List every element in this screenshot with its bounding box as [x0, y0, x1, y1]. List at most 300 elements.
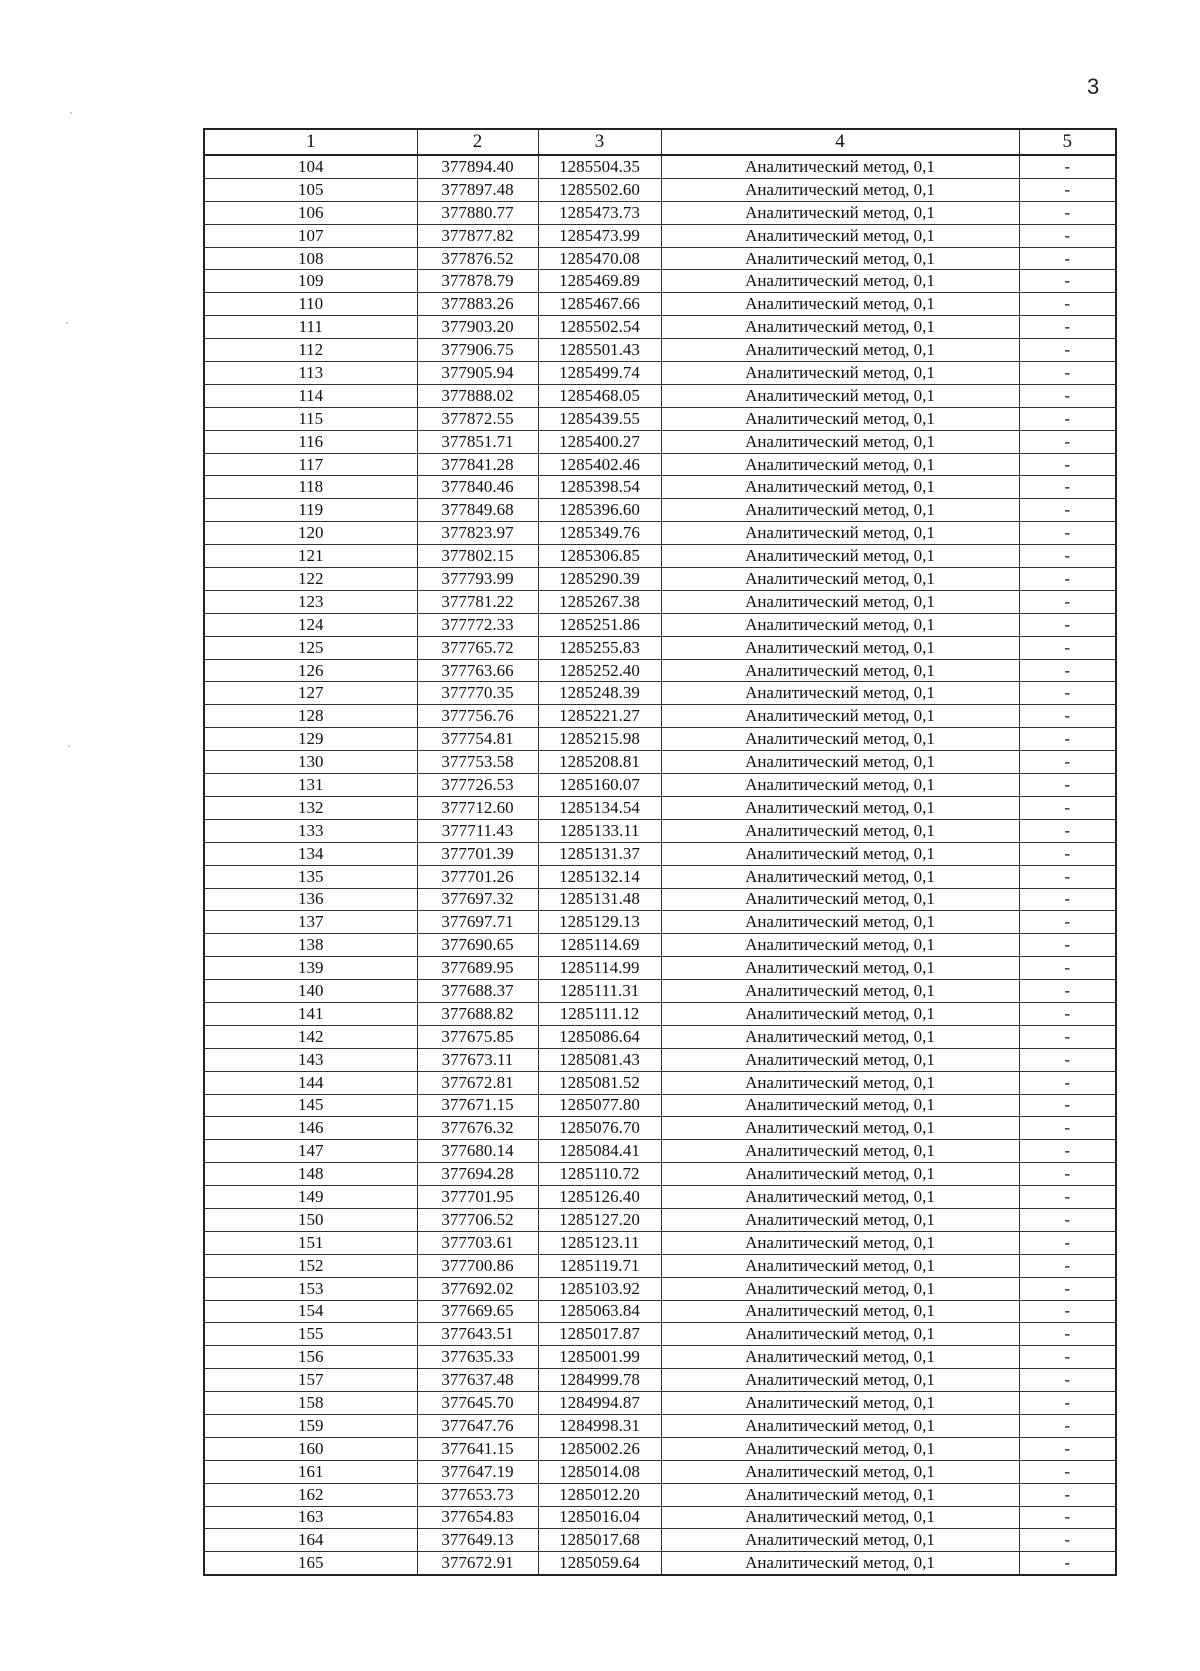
point-number-cell: 110	[204, 293, 417, 316]
y-coordinate-cell: 1285398.54	[538, 476, 661, 499]
point-number-cell: 104	[204, 155, 417, 178]
method-cell: Аналитический метод, 0,1	[661, 224, 1019, 247]
method-cell: Аналитический метод, 0,1	[661, 270, 1019, 293]
method-cell: Аналитический метод, 0,1	[661, 728, 1019, 751]
y-coordinate-cell: 1285469.89	[538, 270, 661, 293]
note-cell: -	[1019, 590, 1116, 613]
x-coordinate-cell: 377647.19	[417, 1460, 538, 1483]
point-number-cell: 156	[204, 1346, 417, 1369]
note-cell: -	[1019, 1277, 1116, 1300]
table-row	[204, 316, 1116, 339]
point-number-cell: 105	[204, 178, 417, 201]
note-cell: -	[1019, 1208, 1116, 1231]
note-cell: -	[1019, 339, 1116, 362]
table-row	[204, 819, 1116, 842]
table-row	[204, 957, 1116, 980]
x-coordinate-cell: 377754.81	[417, 728, 538, 751]
method-cell: Аналитический метод, 0,1	[661, 1002, 1019, 1025]
method-cell: Аналитический метод, 0,1	[661, 1552, 1019, 1575]
table-row	[204, 774, 1116, 797]
method-cell: Аналитический метод, 0,1	[661, 247, 1019, 270]
y-coordinate-cell: 1285499.74	[538, 362, 661, 385]
method-cell: Аналитический метод, 0,1	[661, 1300, 1019, 1323]
x-coordinate-cell: 377700.86	[417, 1254, 538, 1277]
x-coordinate-cell: 377637.48	[417, 1369, 538, 1392]
method-cell: Аналитический метод, 0,1	[661, 407, 1019, 430]
y-coordinate-cell: 1285248.39	[538, 682, 661, 705]
x-coordinate-cell: 377756.76	[417, 705, 538, 728]
y-coordinate-cell: 1285127.20	[538, 1208, 661, 1231]
table-row	[204, 796, 1116, 819]
table-row	[204, 1048, 1116, 1071]
y-coordinate-cell: 1285502.54	[538, 316, 661, 339]
y-coordinate-cell: 1285252.40	[538, 659, 661, 682]
point-number-cell: 155	[204, 1323, 417, 1346]
x-coordinate-cell: 377647.76	[417, 1414, 538, 1437]
note-cell: -	[1019, 1025, 1116, 1048]
x-coordinate-cell: 377878.79	[417, 270, 538, 293]
table-row	[204, 1483, 1116, 1506]
y-coordinate-cell: 1285059.64	[538, 1552, 661, 1575]
x-coordinate-cell: 377688.82	[417, 1002, 538, 1025]
y-coordinate-cell: 1285132.14	[538, 865, 661, 888]
table-row	[204, 613, 1116, 636]
x-coordinate-cell: 377712.60	[417, 796, 538, 819]
table-row	[204, 1163, 1116, 1186]
x-coordinate-cell: 377645.70	[417, 1392, 538, 1415]
method-cell: Аналитический метод, 0,1	[661, 1483, 1019, 1506]
point-number-cell: 158	[204, 1392, 417, 1415]
x-coordinate-cell: 377906.75	[417, 339, 538, 362]
note-cell: -	[1019, 842, 1116, 865]
x-coordinate-cell: 377841.28	[417, 453, 538, 476]
point-number-cell: 162	[204, 1483, 417, 1506]
x-coordinate-cell: 377694.28	[417, 1163, 538, 1186]
y-coordinate-cell: 1284998.31	[538, 1414, 661, 1437]
coordinates-table-wrapper	[203, 128, 1115, 1576]
x-coordinate-cell: 377849.68	[417, 499, 538, 522]
point-number-cell: 144	[204, 1071, 417, 1094]
method-cell: Аналитический метод, 0,1	[661, 1186, 1019, 1209]
table-row	[204, 1369, 1116, 1392]
table-row	[204, 1094, 1116, 1117]
method-cell: Аналитический метод, 0,1	[661, 1392, 1019, 1415]
point-number-cell: 159	[204, 1414, 417, 1437]
column-header-1: 1	[204, 129, 417, 155]
point-number-cell: 115	[204, 407, 417, 430]
note-cell: -	[1019, 476, 1116, 499]
note-cell: -	[1019, 659, 1116, 682]
y-coordinate-cell: 1285111.31	[538, 980, 661, 1003]
method-cell: Аналитический метод, 0,1	[661, 1094, 1019, 1117]
table-row	[204, 270, 1116, 293]
point-number-cell: 140	[204, 980, 417, 1003]
point-number-cell: 134	[204, 842, 417, 865]
point-number-cell: 125	[204, 636, 417, 659]
y-coordinate-cell: 1285468.05	[538, 384, 661, 407]
x-coordinate-cell: 377688.37	[417, 980, 538, 1003]
x-coordinate-cell: 377772.33	[417, 613, 538, 636]
y-coordinate-cell: 1285081.43	[538, 1048, 661, 1071]
note-cell: -	[1019, 980, 1116, 1003]
note-cell: -	[1019, 1552, 1116, 1575]
point-number-cell: 143	[204, 1048, 417, 1071]
point-number-cell: 163	[204, 1506, 417, 1529]
point-number-cell: 145	[204, 1094, 417, 1117]
y-coordinate-cell: 1285119.71	[538, 1254, 661, 1277]
note-cell: -	[1019, 362, 1116, 385]
note-cell: -	[1019, 1186, 1116, 1209]
method-cell: Аналитический метод, 0,1	[661, 1529, 1019, 1552]
note-cell: -	[1019, 957, 1116, 980]
table-row	[204, 545, 1116, 568]
table-row	[204, 1346, 1116, 1369]
method-cell: Аналитический метод, 0,1	[661, 1460, 1019, 1483]
note-cell: -	[1019, 1483, 1116, 1506]
x-coordinate-cell: 377641.15	[417, 1437, 538, 1460]
point-number-cell: 119	[204, 499, 417, 522]
x-coordinate-cell: 377635.33	[417, 1346, 538, 1369]
note-cell: -	[1019, 1460, 1116, 1483]
table-row	[204, 682, 1116, 705]
table-row	[204, 1071, 1116, 1094]
point-number-cell: 157	[204, 1369, 417, 1392]
page-number: 3	[1087, 74, 1100, 99]
x-coordinate-cell: 377763.66	[417, 659, 538, 682]
scan-speck	[66, 322, 68, 324]
note-cell: -	[1019, 1048, 1116, 1071]
method-cell: Аналитический метод, 0,1	[661, 1208, 1019, 1231]
note-cell: -	[1019, 1254, 1116, 1277]
x-coordinate-cell: 377883.26	[417, 293, 538, 316]
method-cell: Аналитический метод, 0,1	[661, 201, 1019, 224]
y-coordinate-cell: 1285084.41	[538, 1140, 661, 1163]
note-cell: -	[1019, 545, 1116, 568]
table-row	[204, 659, 1116, 682]
note-cell: -	[1019, 934, 1116, 957]
table-row	[204, 1392, 1116, 1415]
table-row	[204, 430, 1116, 453]
note-cell: -	[1019, 316, 1116, 339]
column-header-4: 4	[661, 129, 1019, 155]
point-number-cell: 133	[204, 819, 417, 842]
table-row	[204, 384, 1116, 407]
y-coordinate-cell: 1285267.38	[538, 590, 661, 613]
x-coordinate-cell: 377888.02	[417, 384, 538, 407]
table-row	[204, 476, 1116, 499]
point-number-cell: 109	[204, 270, 417, 293]
note-cell: -	[1019, 155, 1116, 178]
x-coordinate-cell: 377649.13	[417, 1529, 538, 1552]
y-coordinate-cell: 1285017.87	[538, 1323, 661, 1346]
point-number-cell: 151	[204, 1231, 417, 1254]
y-coordinate-cell: 1285002.26	[538, 1437, 661, 1460]
point-number-cell: 131	[204, 774, 417, 797]
table-row	[204, 1552, 1116, 1575]
y-coordinate-cell: 1285215.98	[538, 728, 661, 751]
x-coordinate-cell: 377697.32	[417, 888, 538, 911]
method-cell: Аналитический метод, 0,1	[661, 705, 1019, 728]
note-cell: -	[1019, 705, 1116, 728]
point-number-cell: 132	[204, 796, 417, 819]
point-number-cell: 142	[204, 1025, 417, 1048]
y-coordinate-cell: 1285086.64	[538, 1025, 661, 1048]
method-cell: Аналитический метод, 0,1	[661, 453, 1019, 476]
point-number-cell: 146	[204, 1117, 417, 1140]
point-number-cell: 161	[204, 1460, 417, 1483]
note-cell: -	[1019, 1117, 1116, 1140]
y-coordinate-cell: 1285131.48	[538, 888, 661, 911]
point-number-cell: 150	[204, 1208, 417, 1231]
method-cell: Аналитический метод, 0,1	[661, 1048, 1019, 1071]
x-coordinate-cell: 377903.20	[417, 316, 538, 339]
table-row	[204, 1002, 1116, 1025]
note-cell: -	[1019, 819, 1116, 842]
note-cell: -	[1019, 682, 1116, 705]
method-cell: Аналитический метод, 0,1	[661, 751, 1019, 774]
point-number-cell: 117	[204, 453, 417, 476]
point-number-cell: 164	[204, 1529, 417, 1552]
x-coordinate-cell: 377894.40	[417, 155, 538, 178]
note-cell: -	[1019, 522, 1116, 545]
table-row	[204, 407, 1116, 430]
method-cell: Аналитический метод, 0,1	[661, 1277, 1019, 1300]
x-coordinate-cell: 377676.32	[417, 1117, 538, 1140]
point-number-cell: 138	[204, 934, 417, 957]
note-cell: -	[1019, 796, 1116, 819]
note-cell: -	[1019, 499, 1116, 522]
method-cell: Аналитический метод, 0,1	[661, 1506, 1019, 1529]
table-row	[204, 1140, 1116, 1163]
table-row	[204, 1186, 1116, 1209]
table-row	[204, 1208, 1116, 1231]
method-cell: Аналитический метод, 0,1	[661, 1071, 1019, 1094]
point-number-cell: 147	[204, 1140, 417, 1163]
x-coordinate-cell: 377872.55	[417, 407, 538, 430]
note-cell: -	[1019, 1323, 1116, 1346]
method-cell: Аналитический метод, 0,1	[661, 362, 1019, 385]
method-cell: Аналитический метод, 0,1	[661, 659, 1019, 682]
point-number-cell: 129	[204, 728, 417, 751]
y-coordinate-cell: 1285012.20	[538, 1483, 661, 1506]
y-coordinate-cell: 1285126.40	[538, 1186, 661, 1209]
method-cell: Аналитический метод, 0,1	[661, 774, 1019, 797]
point-number-cell: 112	[204, 339, 417, 362]
y-coordinate-cell: 1285439.55	[538, 407, 661, 430]
point-number-cell: 153	[204, 1277, 417, 1300]
y-coordinate-cell: 1284999.78	[538, 1369, 661, 1392]
method-cell: Аналитический метод, 0,1	[661, 865, 1019, 888]
y-coordinate-cell: 1285306.85	[538, 545, 661, 568]
method-cell: Аналитический метод, 0,1	[661, 819, 1019, 842]
x-coordinate-cell: 377781.22	[417, 590, 538, 613]
table-row	[204, 1300, 1116, 1323]
method-cell: Аналитический метод, 0,1	[661, 476, 1019, 499]
y-coordinate-cell: 1285473.99	[538, 224, 661, 247]
note-cell: -	[1019, 728, 1116, 751]
point-number-cell: 165	[204, 1552, 417, 1575]
method-cell: Аналитический метод, 0,1	[661, 522, 1019, 545]
y-coordinate-cell: 1285473.73	[538, 201, 661, 224]
y-coordinate-cell: 1285077.80	[538, 1094, 661, 1117]
y-coordinate-cell: 1285504.35	[538, 155, 661, 178]
x-coordinate-cell: 377701.39	[417, 842, 538, 865]
method-cell: Аналитический метод, 0,1	[661, 1369, 1019, 1392]
point-number-cell: 116	[204, 430, 417, 453]
x-coordinate-cell: 377692.02	[417, 1277, 538, 1300]
point-number-cell: 128	[204, 705, 417, 728]
column-header-2: 2	[417, 129, 538, 155]
y-coordinate-cell: 1285396.60	[538, 499, 661, 522]
method-cell: Аналитический метод, 0,1	[661, 842, 1019, 865]
note-cell: -	[1019, 1094, 1116, 1117]
x-coordinate-cell: 377701.26	[417, 865, 538, 888]
y-coordinate-cell: 1285111.12	[538, 1002, 661, 1025]
point-number-cell: 113	[204, 362, 417, 385]
x-coordinate-cell: 377643.51	[417, 1323, 538, 1346]
note-cell: -	[1019, 270, 1116, 293]
x-coordinate-cell: 377654.83	[417, 1506, 538, 1529]
y-coordinate-cell: 1285502.60	[538, 178, 661, 201]
point-number-cell: 126	[204, 659, 417, 682]
x-coordinate-cell: 377897.48	[417, 178, 538, 201]
method-cell: Аналитический метод, 0,1	[661, 568, 1019, 591]
method-cell: Аналитический метод, 0,1	[661, 888, 1019, 911]
note-cell: -	[1019, 568, 1116, 591]
table-header-row	[204, 129, 1116, 155]
table-row	[204, 522, 1116, 545]
note-cell: -	[1019, 407, 1116, 430]
note-cell: -	[1019, 1369, 1116, 1392]
y-coordinate-cell: 1285349.76	[538, 522, 661, 545]
method-cell: Аналитический метод, 0,1	[661, 1025, 1019, 1048]
scan-speck	[70, 112, 72, 114]
note-cell: -	[1019, 1300, 1116, 1323]
point-number-cell: 107	[204, 224, 417, 247]
method-cell: Аналитический метод, 0,1	[661, 911, 1019, 934]
method-cell: Аналитический метод, 0,1	[661, 980, 1019, 1003]
method-cell: Аналитический метод, 0,1	[661, 1346, 1019, 1369]
x-coordinate-cell: 377802.15	[417, 545, 538, 568]
table-row	[204, 1323, 1116, 1346]
table-row	[204, 980, 1116, 1003]
note-cell: -	[1019, 865, 1116, 888]
note-cell: -	[1019, 1140, 1116, 1163]
y-coordinate-cell: 1285255.83	[538, 636, 661, 659]
point-number-cell: 118	[204, 476, 417, 499]
note-cell: -	[1019, 178, 1116, 201]
point-number-cell: 130	[204, 751, 417, 774]
x-coordinate-cell: 377672.91	[417, 1552, 538, 1575]
y-coordinate-cell: 1285016.04	[538, 1506, 661, 1529]
table-row	[204, 1117, 1116, 1140]
point-number-cell: 141	[204, 1002, 417, 1025]
method-cell: Аналитический метод, 0,1	[661, 1414, 1019, 1437]
point-number-cell: 137	[204, 911, 417, 934]
table-row	[204, 1460, 1116, 1483]
point-number-cell: 124	[204, 613, 417, 636]
table-row	[204, 934, 1116, 957]
y-coordinate-cell: 1285014.08	[538, 1460, 661, 1483]
y-coordinate-cell: 1285131.37	[538, 842, 661, 865]
note-cell: -	[1019, 1163, 1116, 1186]
table-row	[204, 1025, 1116, 1048]
y-coordinate-cell: 1285221.27	[538, 705, 661, 728]
table-row	[204, 705, 1116, 728]
table-row	[204, 911, 1116, 934]
x-coordinate-cell: 377905.94	[417, 362, 538, 385]
note-cell: -	[1019, 1071, 1116, 1094]
x-coordinate-cell: 377880.77	[417, 201, 538, 224]
table-row	[204, 453, 1116, 476]
x-coordinate-cell: 377701.95	[417, 1186, 538, 1209]
x-coordinate-cell: 377653.73	[417, 1483, 538, 1506]
point-number-cell: 148	[204, 1163, 417, 1186]
note-cell: -	[1019, 911, 1116, 934]
table-body	[204, 155, 1116, 1575]
method-cell: Аналитический метод, 0,1	[661, 293, 1019, 316]
point-number-cell: 154	[204, 1300, 417, 1323]
table-row	[204, 1437, 1116, 1460]
table-row	[204, 636, 1116, 659]
table-row	[204, 1529, 1116, 1552]
y-coordinate-cell: 1285160.07	[538, 774, 661, 797]
note-cell: -	[1019, 613, 1116, 636]
point-number-cell: 111	[204, 316, 417, 339]
point-number-cell: 149	[204, 1186, 417, 1209]
point-number-cell: 120	[204, 522, 417, 545]
x-coordinate-cell: 377877.82	[417, 224, 538, 247]
note-cell: -	[1019, 774, 1116, 797]
y-coordinate-cell: 1285467.66	[538, 293, 661, 316]
table-row	[204, 1277, 1116, 1300]
x-coordinate-cell: 377690.65	[417, 934, 538, 957]
table-row	[204, 590, 1116, 613]
point-number-cell: 106	[204, 201, 417, 224]
table-row	[204, 201, 1116, 224]
table-row	[204, 339, 1116, 362]
x-coordinate-cell: 377753.58	[417, 751, 538, 774]
note-cell: -	[1019, 430, 1116, 453]
point-number-cell: 121	[204, 545, 417, 568]
method-cell: Аналитический метод, 0,1	[661, 339, 1019, 362]
table-row	[204, 842, 1116, 865]
y-coordinate-cell: 1285076.70	[538, 1117, 661, 1140]
y-coordinate-cell: 1285208.81	[538, 751, 661, 774]
coordinates-table	[203, 128, 1117, 1576]
note-cell: -	[1019, 1414, 1116, 1437]
method-cell: Аналитический метод, 0,1	[661, 796, 1019, 819]
table-row	[204, 751, 1116, 774]
y-coordinate-cell: 1285114.99	[538, 957, 661, 980]
method-cell: Аналитический метод, 0,1	[661, 934, 1019, 957]
y-coordinate-cell: 1285134.54	[538, 796, 661, 819]
method-cell: Аналитический метод, 0,1	[661, 545, 1019, 568]
y-coordinate-cell: 1285290.39	[538, 568, 661, 591]
note-cell: -	[1019, 247, 1116, 270]
y-coordinate-cell: 1284994.87	[538, 1392, 661, 1415]
x-coordinate-cell: 377851.71	[417, 430, 538, 453]
y-coordinate-cell: 1285110.72	[538, 1163, 661, 1186]
x-coordinate-cell: 377770.35	[417, 682, 538, 705]
point-number-cell: 114	[204, 384, 417, 407]
method-cell: Аналитический метод, 0,1	[661, 316, 1019, 339]
y-coordinate-cell: 1285251.86	[538, 613, 661, 636]
x-coordinate-cell: 377711.43	[417, 819, 538, 842]
table-row	[204, 499, 1116, 522]
note-cell: -	[1019, 1231, 1116, 1254]
note-cell: -	[1019, 1437, 1116, 1460]
